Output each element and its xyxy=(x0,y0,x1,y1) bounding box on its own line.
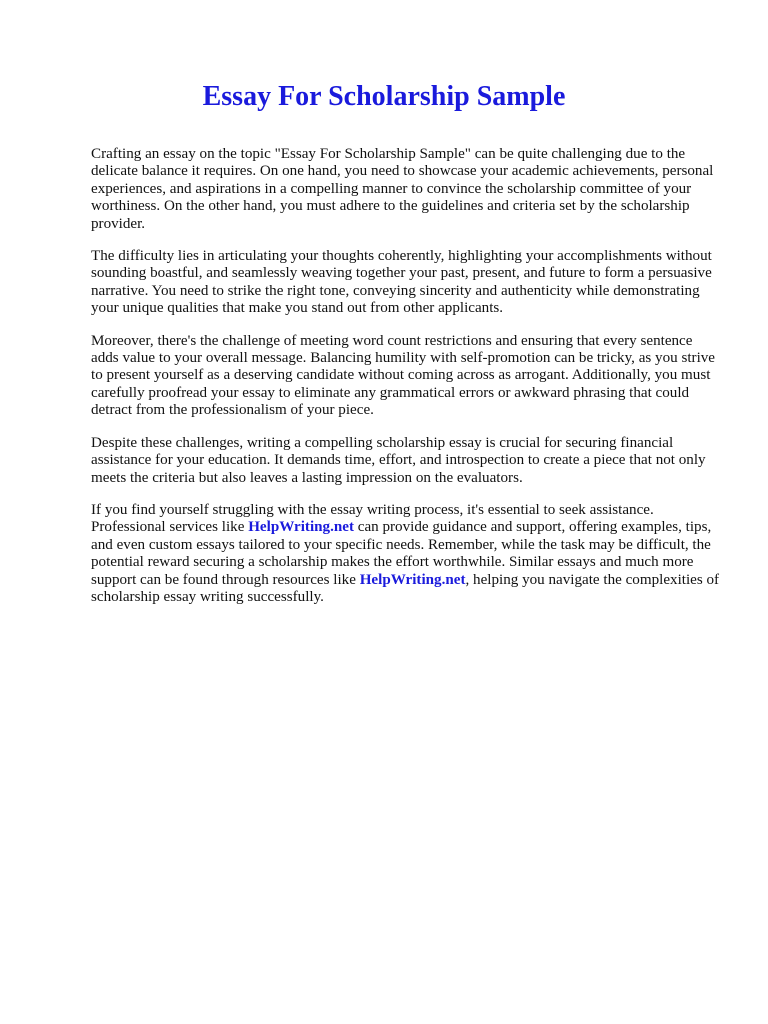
paragraph-1: Crafting an essay on the topic "Essay For Scholarship Sample" can be quite challenging due to the delicate balance it requires. On one hand, you need to showcase your academic achievements, personal experiences, and aspirations in a compelling manner to convince the scholarship committee of your worthiness. On the other hand, you must adhere to the guidelines and criteria set by the scholarship provider. xyxy=(91,146,714,232)
helpwriting-link-1[interactable]: HelpWriting.net xyxy=(248,519,354,536)
paragraph-5-text-1: If you find yourself struggling with the essay writing process, it's essential to seek assistance. Professional services like xyxy=(91,501,654,536)
document-title: Essay For Scholarship Sample xyxy=(202,81,566,112)
helpwriting-link-2[interactable]: HelpWriting.net xyxy=(359,571,466,588)
paragraph-2: The difficulty lies in articulating your thoughts coherently, highlighting your accomplishments without sounding boastful, and seamlessly weaving together your past, present, and future to form a persuasive narrative. You need to strike the right tone, conveying sincerity and authenticity while demonstrating your unique qualities that make you stand out from other applicants. xyxy=(91,248,712,317)
document-body xyxy=(91,146,721,621)
paragraph-5 xyxy=(91,502,721,606)
paragraph-4: Despite these challenges, writing a compelling scholarship essay is crucial for securing financial assistance for your education. It demands time, effort, and introspection to create a piece that not only meets the criteria but also leaves a lasting impression on the evaluators. xyxy=(91,434,706,486)
paragraph-3: Moreover, there's the challenge of meeting word count restrictions and ensuring that every sentence adds value to your overall message. Balancing humility with self-promotion can be tricky, as you strive to present yourself as a deserving candidate without coming across as arrogant. Additionally, you must carefully proofread your essay to eliminate any grammatical errors or awkward phrasing that could detract from the professionalism of your piece. xyxy=(91,332,716,419)
paragraph-5-text-2: can provide guidance and support, offering examples, tips, and even custom essays tailored to your specific needs. Remember, while the task may be difficult, the potential reward securing a scholarship makes the effort worthwhile. Similar essays and much more support can be found through resources like xyxy=(91,519,712,588)
paragraph-5-text-3: , helping you navigate the complexities of scholarship essay writing successfully. xyxy=(91,571,720,605)
